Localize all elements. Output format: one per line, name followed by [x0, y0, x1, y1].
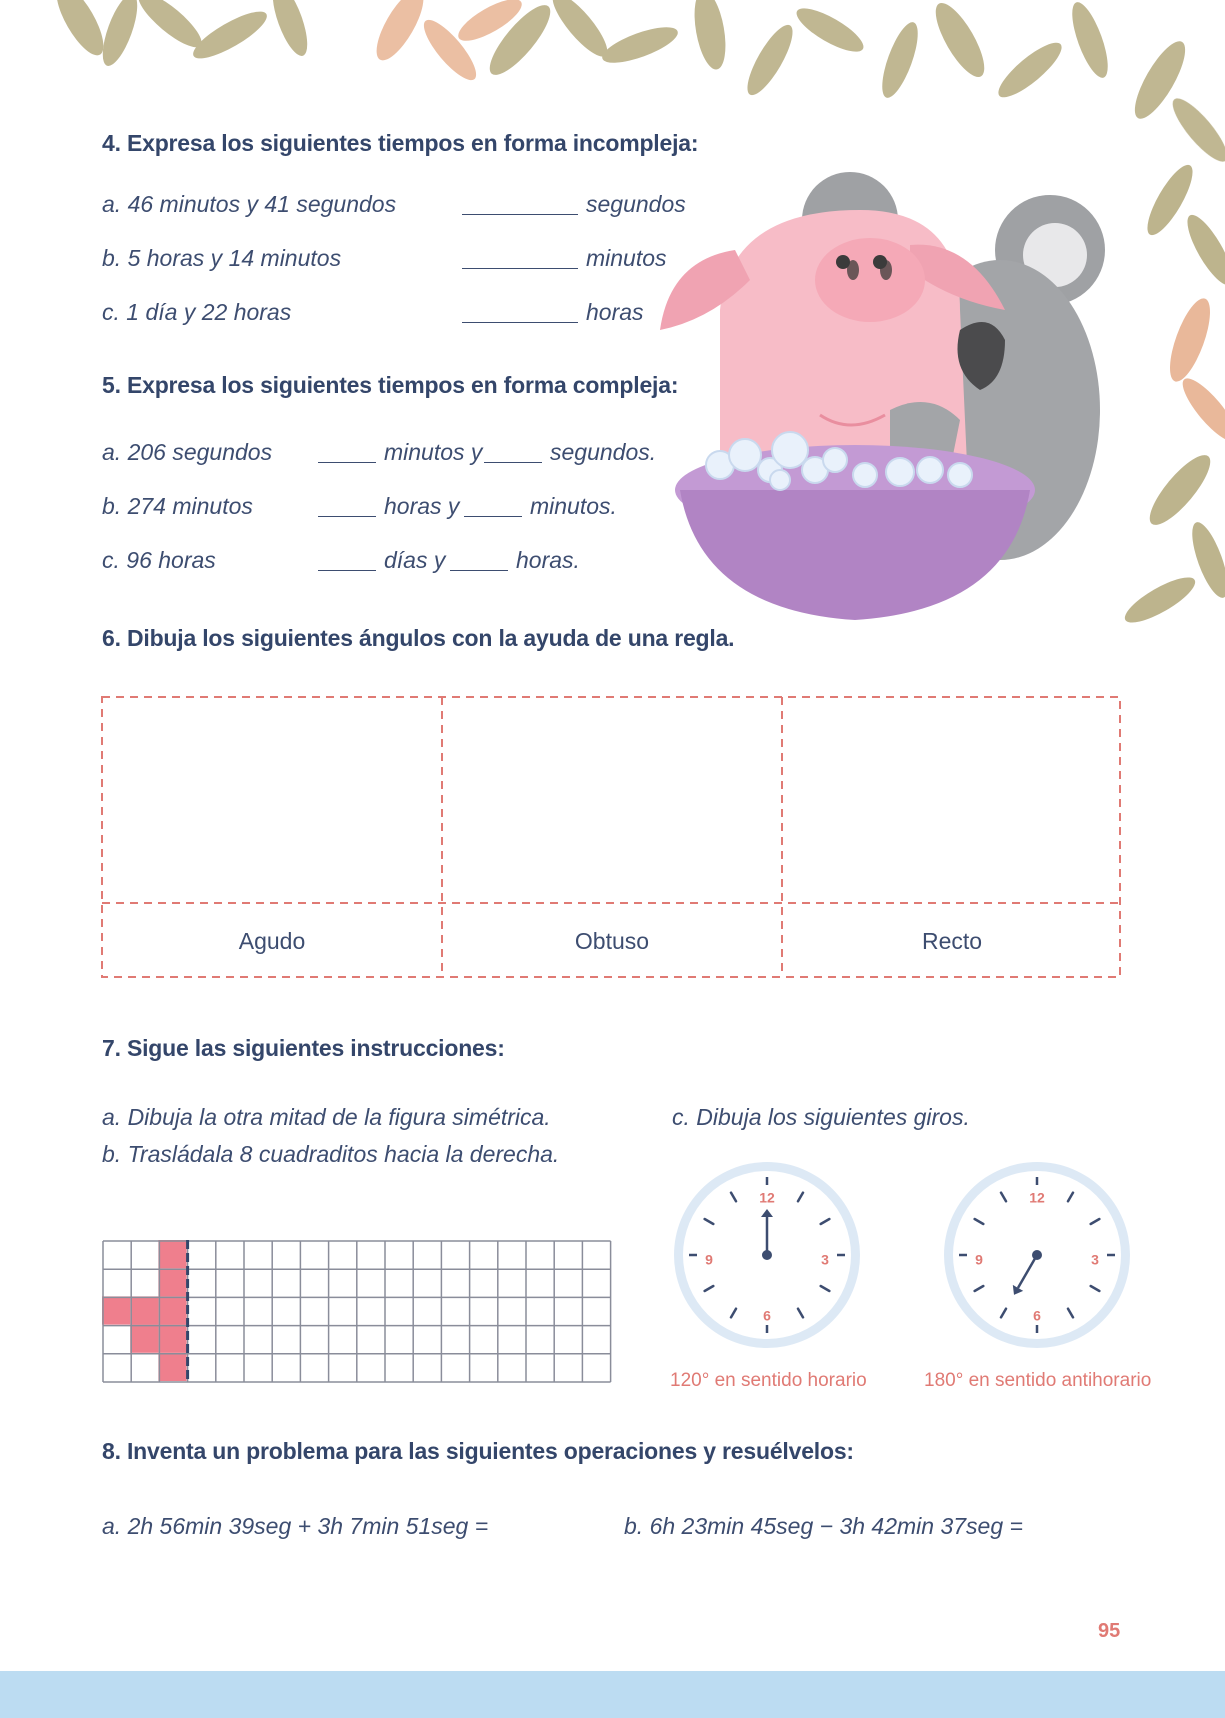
q5-blank-a2[interactable]	[484, 444, 542, 463]
q4-heading: 4. Expresa los siguientes tiempos en forma incompleja:	[102, 130, 699, 156]
grid-filled-cell	[158, 1268, 186, 1296]
clock-center	[762, 1250, 772, 1260]
clock-number: 3	[1091, 1251, 1099, 1268]
q8-operation-b: b. 6h 23min 45seg − 3h 42min 37seg =	[624, 1513, 1023, 1539]
clock-face-left	[670, 1158, 864, 1352]
q5-blank-a1[interactable]	[318, 444, 376, 463]
grid-filled-cell	[158, 1240, 186, 1268]
angle-label-recto: Recto	[921, 928, 983, 954]
clock-number: 9	[705, 1251, 713, 1268]
q5-item-a: a. 206 segundos	[102, 439, 273, 465]
grid-filled-cell	[130, 1296, 158, 1324]
q7-instruction-a: a. Dibuja la otra mitad de la figura simétrica.	[102, 1104, 551, 1130]
q5-blank-b1[interactable]	[318, 498, 376, 517]
clock-number: 9	[975, 1251, 983, 1268]
q7-instruction-b: b. Trasládala 8 cuadraditos hacia la derecha.	[102, 1141, 560, 1167]
clock-number: 6	[763, 1307, 771, 1324]
bottom-band	[0, 1671, 1225, 1718]
clock-number: 12	[759, 1189, 775, 1206]
pig-koala-illustration	[660, 170, 1120, 640]
q7-instruction-c: c. Dibuja los siguientes giros.	[672, 1104, 970, 1130]
grid-filled-cell	[158, 1325, 186, 1353]
q5-blank-b2[interactable]	[464, 498, 522, 517]
q5-blank-c1[interactable]	[318, 552, 376, 571]
grid-filled-cell	[158, 1296, 186, 1324]
q5-item-c: c. 96 horas	[102, 547, 216, 573]
q7-heading: 7. Sigue las siguientes instrucciones:	[102, 1035, 505, 1061]
grid-filled-cell	[130, 1325, 158, 1353]
q5-unit1-c: días y	[384, 547, 446, 573]
clock-caption-left: 120° en sentido horario	[670, 1370, 867, 1391]
angle-label-obtuso: Obtuso	[574, 928, 650, 954]
q6-heading: 6. Dibuja los siguientes ángulos con la ayuda de una regla.	[102, 625, 735, 651]
clock-number: 12	[1029, 1189, 1045, 1206]
q4-unit-a: segundos	[586, 191, 686, 217]
clock-number: 3	[821, 1251, 829, 1268]
symmetry-grid[interactable]	[102, 1240, 614, 1384]
clock-number: 6	[1033, 1307, 1041, 1324]
q4-blank-c[interactable]	[462, 304, 578, 323]
q4-item-c: c. 1 día y 22 horas	[102, 299, 292, 325]
q4-item-b: b. 5 horas y 14 minutos	[102, 245, 342, 271]
clock-center	[1032, 1250, 1042, 1260]
q5-unit2-a: segundos.	[550, 439, 657, 465]
q5-unit1-a: minutos y	[384, 439, 483, 465]
q4-blank-a[interactable]	[462, 196, 578, 215]
q5-unit2-b: minutos.	[530, 493, 617, 519]
q5-unit2-c: horas.	[516, 547, 580, 573]
grid-filled-cell	[102, 1296, 130, 1324]
q8-operation-a: a. 2h 56min 39seg + 3h 7min 51seg =	[102, 1513, 489, 1539]
q8-heading: 8. Inventa un problema para las siguientes operaciones y resuélvelos:	[102, 1438, 854, 1464]
q4-item-a: a. 46 minutos y 41 segundos	[102, 191, 397, 217]
grid-filled-cell	[158, 1353, 186, 1381]
angle-label-agudo: Agudo	[238, 928, 306, 954]
clock-face-right	[940, 1158, 1134, 1352]
q5-blank-c2[interactable]	[450, 552, 508, 571]
q4-unit-b: minutos	[586, 245, 667, 271]
clock-caption-right: 180° en sentido antihorario	[924, 1370, 1152, 1391]
q5-heading: 5. Expresa los siguientes tiempos en forma compleja:	[102, 372, 679, 398]
q5-unit1-b: horas y	[384, 493, 460, 519]
q4-unit-c: horas	[586, 299, 644, 325]
q5-item-b: b. 274 minutos	[102, 493, 253, 519]
q4-blank-b[interactable]	[462, 250, 578, 269]
page-number: 95	[1098, 1620, 1121, 1642]
